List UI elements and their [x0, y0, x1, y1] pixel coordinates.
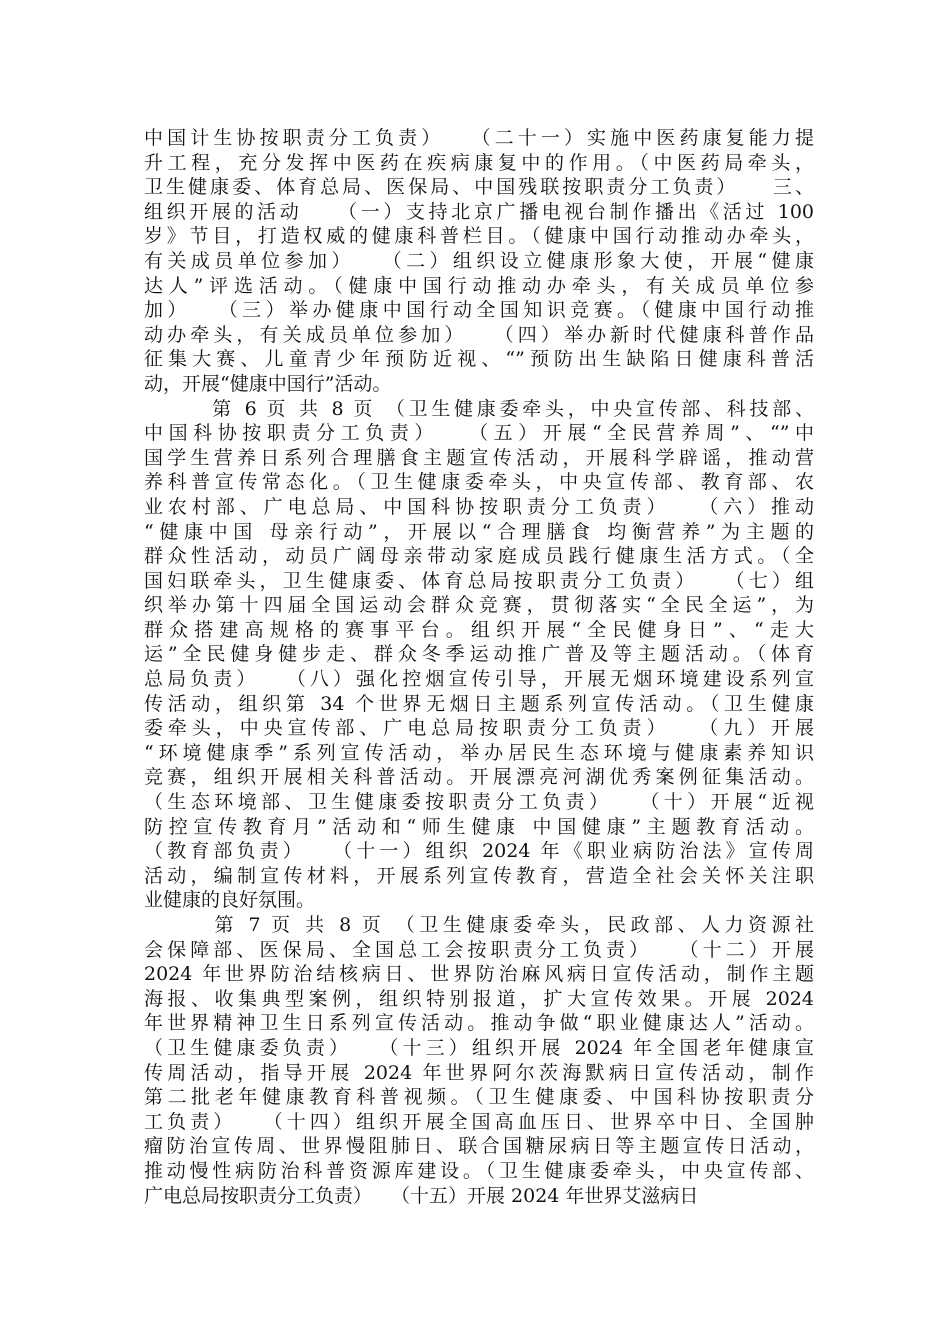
text-line: 国学生营养日系列合理膳食主题宣传活动，开展科学辟谣，推动营 — [144, 446, 814, 469]
text-line: 动办牵头，有关成员单位参加） （四）举办新时代健康科普作品 — [144, 323, 814, 346]
text-line: 中国计生协按职责分工负责） （二十一）实施中医药康复能力提 — [144, 127, 814, 149]
text-line: 加） （三）举办健康中国行动全国知识竞赛。（健康中国行动推 — [144, 299, 814, 322]
body-text — [144, 126, 814, 1208]
text-line: 防控宣传教育月”活动和“师生健康 中国健康”主题教育活动。 — [144, 815, 814, 838]
text-line: 组织开展的活动 （一）支持北京广播电视台制作播出《活过 100 — [144, 200, 814, 223]
text-line: 竞赛，组织开展相关科普活动。开展漂亮河湖优秀案例征集活动。 — [144, 766, 814, 789]
text-line: 国妇联牵头，卫生健康委、体育总局按职责分工负责） （七）组 — [144, 569, 814, 592]
text-line: 活动，编制宣传材料，开展系列宣传教育，营造全社会关怀关注职 — [144, 864, 814, 887]
text-line: 委牵头，中央宣传部、广电总局按职责分工负责） （九）开展 — [144, 717, 814, 740]
text-line: 年世界精神卫生日系列宣传活动。推动争做“职业健康达人”活动。 — [144, 1012, 814, 1035]
text-line: 升工程，充分发挥中医药在疾病康复中的作用。（中医药局牵头， — [144, 151, 814, 174]
text-line: 养科普宣传常态化。（卫生健康委牵头，中央宣传部、教育部、农 — [144, 471, 814, 494]
text-line: 第 6 页 共 8 页 （卫生健康委牵头，中央宣传部、科技部、 — [144, 397, 814, 420]
text-line: 达人”评选活动。（健康中国行动推动办牵头，有关成员单位参 — [144, 274, 814, 297]
text-line: 动，开展“健康中国行”活动。 — [144, 372, 392, 395]
text-line: 第二批老年健康教育科普视频。（卫生健康委、中国科协按职责分 — [144, 1086, 814, 1109]
text-line: 会保障部、医保局、全国总工会按职责分工负责） （十二）开展 — [144, 938, 814, 961]
text-line: 征集大赛、儿童青少年预防近视、“”预防出生缺陷日健康科普活 — [144, 348, 814, 371]
text-line: 运”全民健身健步走、群众冬季运动推广普及等主题活动。（体育 — [144, 643, 814, 666]
text-line: 群众性活动，动员广阔母亲带动家庭成员践行健康生活方式。（全 — [144, 545, 814, 568]
text-line: 传活动，组织第 34 个世界无烟日主题系列宣传活动。（卫生健康 — [144, 692, 814, 715]
text-line: 有关成员单位参加） （二）组织设立健康形象大使，开展“健康 — [144, 249, 814, 272]
text-line: （生态环境部、卫生健康委按职责分工负责） （十）开展“近视 — [144, 791, 814, 814]
text-line: 业农村部、广电总局、中国科协按职责分工负责） （六）推动 — [144, 495, 814, 518]
text-line: 海报、收集典型案例，组织特别报道，扩大宣传效果。开展 2024 — [144, 987, 814, 1010]
text-line: 瘤防治宣传周、世界慢阻肺日、联合国糖尿病日等主题宣传日活动， — [144, 1135, 814, 1158]
text-line: （卫生健康委负责） （十三）组织开展 2024 年全国老年健康宣 — [144, 1036, 814, 1059]
text-line: 总局负责） （八）强化控烟宣传引导，开展无烟环境建设系列宣 — [144, 668, 814, 691]
text-line: 岁》节目，打造权威的健康科普栏目。（健康中国行动推动办牵头， — [144, 225, 814, 248]
text-line: 群众搭建高规格的赛事平台。组织开展“全民健身日”、“走大 — [144, 618, 814, 641]
text-line: 广电总局按职责分工负责） （十五）开展 2024 年世界艾滋病日 — [144, 1184, 699, 1207]
text-line: 织举办第十四届全国运动会群众竞赛，贯彻落实“全民全运”，为 — [144, 594, 814, 617]
text-line: 第 7 页 共 8 页 （卫生健康委牵头，民政部、人力资源社 — [144, 914, 814, 936]
text-line: “环境健康季”系列宣传活动，举办居民生态环境与健康素养知识 — [144, 741, 814, 764]
text-line: 业健康的良好氛围。 — [144, 889, 316, 912]
text-line: 工负责） （十四）组织开展全国高血压日、世界卒中日、全国肿 — [144, 1110, 814, 1133]
text-line: 2024 年世界防治结核病日、世界防治麻风病日宣传活动，制作主题 — [144, 963, 814, 986]
text-line: 传周活动，指导开展 2024 年世界阿尔茨海默病日宣传活动，制作 — [144, 1061, 814, 1084]
text-line: （教育部负责） （十一）组织 2024 年《职业病防治法》宣传周 — [144, 840, 814, 863]
text-line: 推动慢性病防治科普资源库建设。（卫生健康委牵头，中央宣传部、 — [144, 1159, 814, 1182]
text-line: “健康中国 母亲行动”，开展以“合理膳食 均衡营养”为主题的 — [144, 520, 814, 543]
text-line: 卫生健康委、体育总局、医保局、中国残联按职责分工负责） 三、 — [144, 176, 814, 199]
text-line: 中国科协按职责分工负责） （五）开展“全民营养周”、“”中 — [144, 422, 814, 445]
